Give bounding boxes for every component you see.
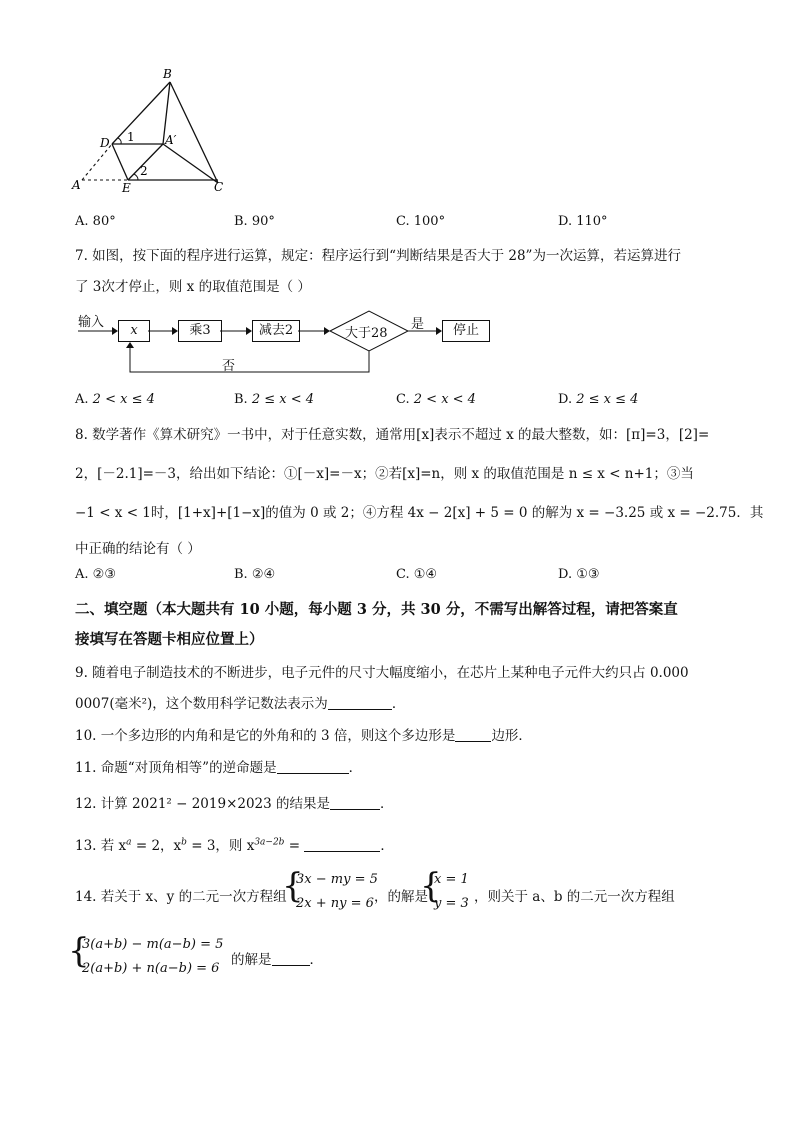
geometry-figure [60, 60, 240, 200]
q12 [75, 792, 394, 812]
option-letter: A. [75, 214, 89, 229]
q8-option-c[interactable] [396, 567, 437, 582]
q11 [75, 756, 362, 776]
q13-exp-a: a [126, 837, 132, 848]
q13-text-d: = [284, 838, 305, 854]
q7-option-c[interactable] [396, 392, 476, 407]
q9-text: 0007(毫米²)，这个数用科学记数法表示为 [75, 696, 328, 712]
option-letter: D. [558, 214, 573, 229]
answer-blank[interactable] [328, 695, 392, 710]
segment-B-C [170, 82, 218, 183]
option-letter: C. [396, 392, 410, 407]
flow-box-x: x [118, 320, 150, 342]
option-text: ①③ [576, 567, 600, 582]
q14-system2-eq2: 2(a+b) + n(a−b) = 6 [82, 961, 220, 976]
q9-line2 [75, 692, 405, 712]
q8-option-b[interactable] [234, 567, 275, 582]
option-text: 110° [576, 214, 608, 229]
q6-option-d[interactable] [558, 214, 608, 229]
option-text: 2 < x ≤ 4 [92, 392, 155, 407]
q14-text-b: ，的解是 [374, 889, 428, 905]
segment-B-D [112, 82, 170, 144]
option-letter: B. [234, 567, 248, 582]
q10-suffix: 边形． [491, 728, 532, 744]
label-Aprime: A′ [165, 133, 177, 147]
option-text: 90° [251, 214, 275, 229]
brace-1: { [282, 866, 304, 906]
q14-system2-eq1: 3(a+b) − m(a−b) = 5 [82, 937, 224, 952]
q8-line1: 8. 数学著作《算术研究》一书中，对于任意实数，通常用[x]表示不超过 x 的最大整数，如：[π]=3，[2]= [75, 427, 710, 443]
q7-option-a[interactable] [75, 392, 155, 407]
option-text: 80° [92, 214, 116, 229]
q14-period: ． [309, 952, 323, 968]
q13-period: ． [380, 838, 394, 854]
q14-solution-x: x = 1 [434, 872, 469, 887]
q12-text: 12. 计算 2021² − 2019×2023 的结果是 [75, 796, 331, 812]
angle-1-arc [118, 138, 121, 144]
q14-text-a: 14. 若关于 x、y 的二元一次方程组 [75, 889, 287, 905]
option-text: 2 < x < 4 [413, 392, 476, 407]
q7-line2: 了 3次才停止，则 x 的取值范围是（ ） [75, 279, 311, 295]
q14-system1-eq1: 3x − my = 5 [296, 872, 378, 887]
flow-box-subtract: 减去2 [252, 320, 300, 342]
q11-period: ． [348, 760, 363, 776]
option-letter: C. [396, 214, 410, 229]
q8-line4: 中正确的结论有（ ） [75, 541, 201, 557]
option-text: 100° [413, 214, 446, 229]
answer-blank[interactable] [304, 837, 380, 852]
label-E: E [122, 181, 131, 195]
q6-option-b[interactable] [234, 214, 275, 229]
q14-system1-eq2: 2x + ny = 6 [296, 896, 374, 911]
label-1: 1 [127, 130, 135, 144]
angle-2-arc [134, 174, 138, 180]
q10 [75, 724, 532, 744]
q14-text-c: ，则关于 a、b 的二元一次方程组 [474, 889, 675, 905]
option-text: 2 ≤ x < 4 [251, 392, 315, 407]
option-letter: B. [234, 392, 248, 407]
q11-text: 11. 命题“对顶角相等”的逆命题是 [75, 760, 277, 776]
flow-input-label: 输入 [78, 315, 105, 330]
q13-exp-c: 3a−2b [254, 837, 285, 848]
q8-line3: −1 < x < 1时，[1+x]+[1−x]的值为 0 或 2；④方程 4x − 2[x] + 5 = 0 的解为 x = −3.25 或 x = −2.75．其 [75, 505, 764, 521]
option-text: ①④ [413, 567, 438, 582]
segment-Aprime-C [163, 144, 218, 183]
option-letter: A. [75, 567, 89, 582]
q8-option-a[interactable] [75, 567, 116, 582]
option-letter: A. [75, 392, 89, 407]
q10-text: 10. 一个多边形的内角和是它的外角和的 3 倍，则这个多边形是 [75, 728, 456, 744]
q9-line1: 9. 随着电子制造技术的不断进步，电子元件的尺寸大幅度缩小，在芯片上某种电子元件大约只占 0.000 [75, 665, 689, 681]
option-letter: B. [234, 214, 248, 229]
flow-yes-label: 是 [411, 317, 425, 332]
option-text: ②④ [251, 567, 276, 582]
q6-option-c[interactable] [396, 214, 445, 229]
answer-blank[interactable] [277, 759, 349, 774]
q13-text-c: = 3，则 x [186, 838, 255, 854]
q8-line2: 2，[－2.1]=－3，给出如下结论：①[－x]=－x；②若[x]=n，则 x 的取值范围是 n ≤ x < n+1；③当 [75, 466, 694, 482]
q14-text-d: 的解是 [231, 952, 272, 968]
q13-text-b: = 2，x [131, 838, 182, 854]
q6-option-a[interactable] [75, 214, 116, 229]
option-letter: D. [558, 567, 573, 582]
q7-option-b[interactable] [234, 392, 314, 407]
flow-box-multiply: 乘3 [178, 320, 222, 342]
section-heading-line2: 接填写在答题卡相应位置上） [75, 631, 264, 648]
brace-3: { [68, 931, 90, 971]
q14-solution-y: y = 3 [434, 896, 469, 911]
q7-line1: 7. 如图，按下面的程序进行运算，规定：程序运行到“判断结果是否大于 28”为一次运算，若运算进行 [75, 248, 681, 264]
section-heading-line1: 二、填空题（本大题共有 10 小题，每小题 3 分，共 30 分，不需写出解答过程，请把答案直 [75, 601, 678, 618]
label-2: 2 [140, 164, 148, 178]
q9-period: ． [391, 696, 406, 712]
flow-no-label: 否 [222, 359, 236, 374]
option-text: 2 ≤ x ≤ 4 [576, 392, 639, 407]
option-text: ②③ [92, 567, 116, 582]
label-A: A [72, 178, 81, 192]
q12-period: ． [380, 796, 394, 812]
flow-box-stop: 停止 [442, 320, 490, 342]
segment-D-E [112, 144, 128, 180]
q7-option-d[interactable] [558, 392, 638, 407]
q8-option-d[interactable] [558, 567, 600, 582]
option-letter: D. [558, 392, 573, 407]
q14-line2 [231, 948, 323, 968]
option-letter: C. [396, 567, 410, 582]
answer-blank[interactable] [330, 795, 380, 810]
answer-blank[interactable] [272, 951, 310, 966]
flowchart-connectors [70, 308, 500, 380]
q13 [75, 834, 394, 854]
label-D: D [100, 136, 110, 150]
q13-exp-b: b [181, 837, 187, 848]
flow-decision-text: 大于28 [345, 326, 388, 341]
label-C: C [214, 180, 224, 194]
brace-2: { [420, 866, 442, 906]
label-B: B [163, 67, 172, 81]
answer-blank[interactable] [455, 727, 491, 742]
q13-text: 13. 若 x [75, 838, 127, 854]
